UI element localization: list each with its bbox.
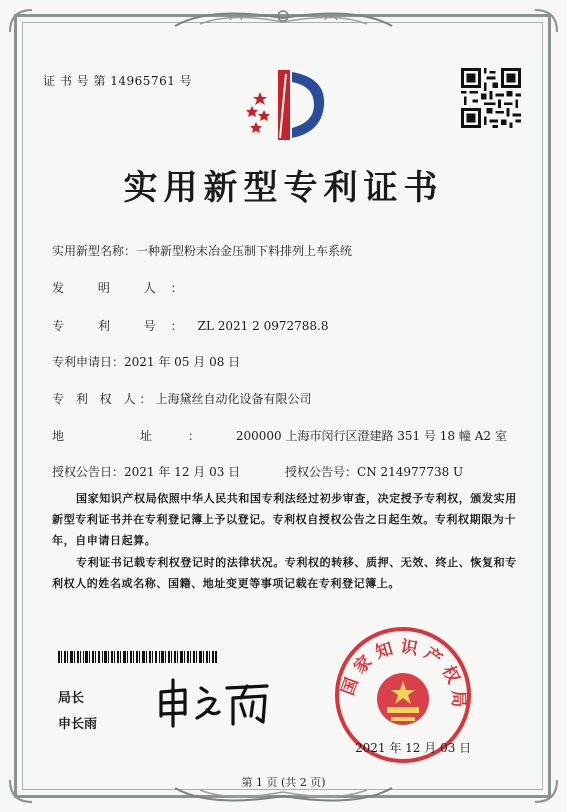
corner-ornament-top-left (6, 6, 36, 36)
utility-model-label: 实用新型名称： (52, 244, 137, 258)
grant-number-value: CN 214977738 U (357, 465, 464, 479)
statement-paragraph-2: 专利证书记载专利权登记时的法律状况。专利权的转移、质押、无效、终止、恢复和专利权人的姓名或名称、国籍、地址变更等事项记载在专利登记簿上。 (52, 556, 517, 590)
patentee-value: 上海黛丝自动化设备有限公司 (155, 392, 312, 406)
filing-date-row (52, 353, 240, 370)
utility-model-name-row (52, 242, 352, 259)
cnipa-logo-icon (240, 60, 330, 150)
qr-code-icon (461, 68, 521, 128)
grant-number-row (285, 463, 463, 480)
svg-text:国家知识产权局: 国家知识产权局 (338, 636, 469, 714)
barcode-icon (58, 651, 218, 663)
filing-date-label: 专利申请日： (52, 355, 125, 369)
grant-number-label: 授权公告号： (285, 465, 358, 479)
grant-date-value: 2021 年 12 月 03 日 (124, 465, 241, 479)
grant-date-row (52, 463, 240, 480)
utility-model-value: 一种新型粉末冶金压制下料排列上车系统 (136, 244, 353, 258)
director-name: 申长雨 (58, 717, 98, 732)
patent-number-label: 专 利 号： (52, 319, 198, 333)
address-label: 地 址： (52, 429, 236, 443)
seal-date: 2021 年 12 月 03 日 (355, 741, 472, 755)
grant-date-label: 授权公告日： (52, 465, 125, 479)
certificate-title: 实用新型专利证书 (123, 168, 444, 208)
page-footer: 第 1 页 (共 2 页) (241, 776, 326, 789)
patent-number-row (52, 317, 328, 334)
director-signature (155, 672, 275, 728)
patent-number-value: ZL 2021 2 0972788.8 (197, 319, 329, 333)
certificate-number: 证 书 号 第 14965761 号 (43, 74, 193, 88)
top-ornament (170, 4, 397, 34)
address-value: 200000 上海市闵行区澄建路 351 号 18 幢 A2 室 (235, 429, 507, 443)
corner-ornament-top-right (531, 6, 561, 36)
inventor-row (52, 279, 198, 296)
statement-paragraph-1: 国家知识产权局依照中华人民共和国专利法经过初步审查，决定授予专利权，颁发实用新型专利证书并在专利登记簿上予以登记。专利权自授权公告之日起生效。专利权期限为十年，自申请日起算。 (52, 492, 517, 547)
patentee-row (52, 390, 311, 407)
director-title: 局长 (58, 691, 85, 706)
filing-date-value: 2021 年 05 月 08 日 (124, 355, 241, 369)
inventor-label: 发 明 人： (52, 281, 198, 295)
patentee-label: 专 利 权 人： (52, 392, 156, 406)
address-row (52, 427, 507, 444)
